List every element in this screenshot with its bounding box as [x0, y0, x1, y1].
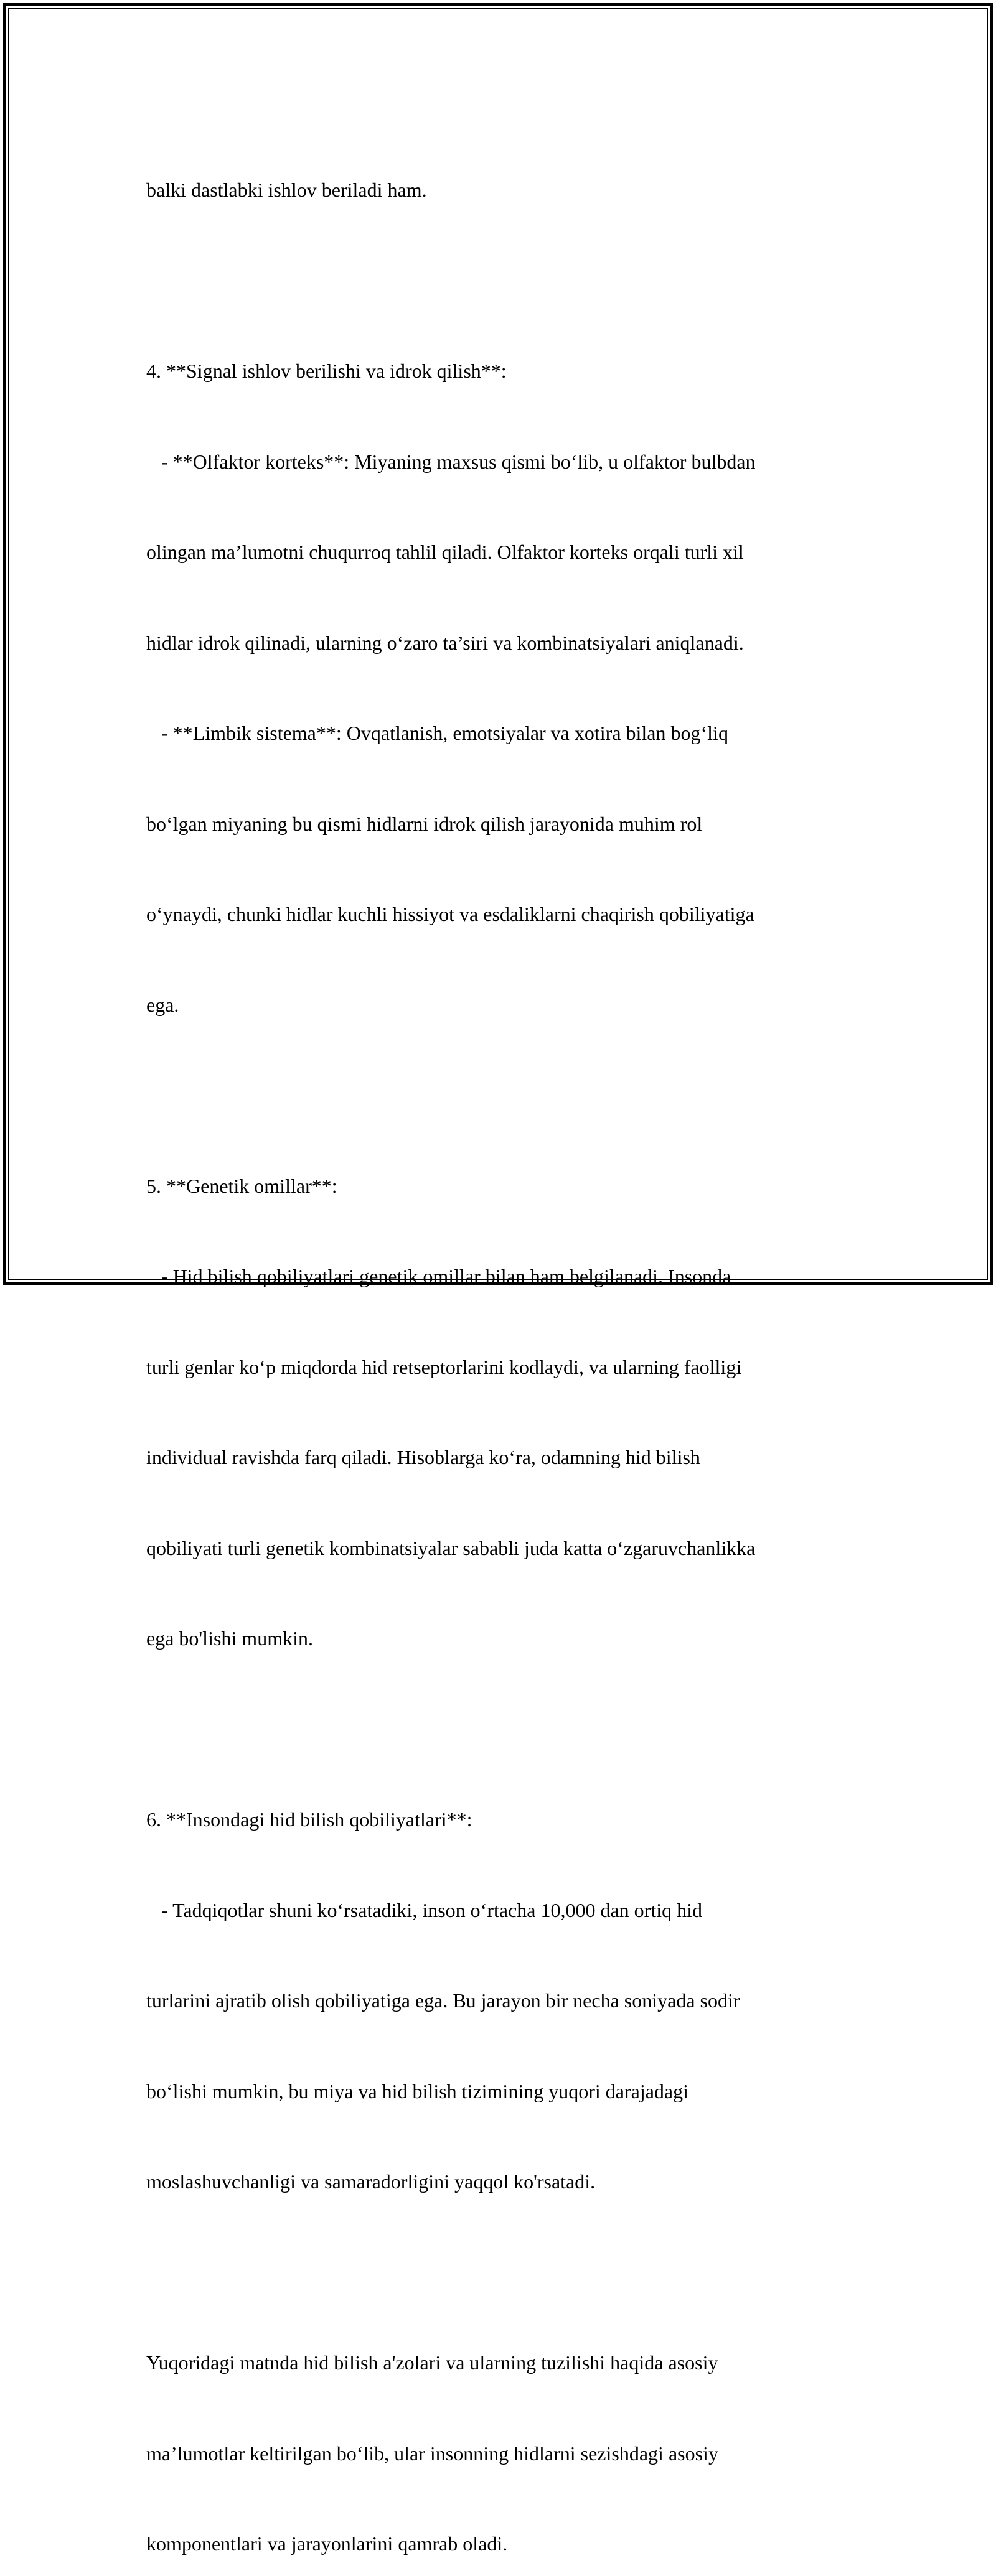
text-line: hidlar idrok qilinadi, ularning o‘zaro ta’siri va kombinatsiyalari aniqlanadi.	[146, 631, 744, 654]
text-line: - **Limbik sistema**: Ovqatlanish, emotsiyalar va xotira bilan bog‘liq	[146, 722, 728, 744]
text-line: qobiliyati turli genetik kombinatsiyalar sababli juda katta o‘zgaruvchanlikka	[146, 1536, 756, 1559]
text-line: bo‘lgan miyaning bu qismi hidlarni idrok qilish jarayonida muhim rol	[146, 812, 703, 835]
text-line: individual ravishda farq qiladi. Hisoblarga ko‘ra, odamning hid bilish	[146, 1446, 700, 1468]
text-line: moslashuvchanligi va samaradorligini yaqqol ko'rsatadi.	[146, 2170, 596, 2193]
blank-line	[146, 266, 862, 296]
text-line: balki dastlabki ishlov beriladi ham.	[146, 179, 427, 201]
text-line: o‘ynaydi, chunki hidlar kuchli hissiyot va esdaliklarni chaqirish qobiliyatiga	[146, 903, 754, 925]
section-heading-6: 6. **Insondagi hid bilish qobiliyatlari**:	[146, 1808, 472, 1831]
text-line: ega bo'lishi mumkin.	[146, 1627, 313, 1650]
text-line: olingan ma’lumotni chuqurroq tahlil qiladi. Olfaktor korteks orqali turli xil	[146, 541, 744, 563]
blank-line	[146, 1714, 862, 1745]
text-line: turli genlar ko‘p miqdorda hid retseptorlarini kodlaydi, va ularning faolligi	[146, 1355, 742, 1378]
text-line: turlarini ajratib olish qobiliyatiga ega. Bu jarayon bir necha soniyada sodir	[146, 1989, 740, 2012]
text-line: - Hid bilish qobiliyatlari genetik omillar bilan ham belgilanadi. Insonda	[146, 1265, 731, 1287]
document-body	[146, 114, 862, 2576]
text-line: ega.	[146, 993, 179, 1016]
text-line: - **Olfaktor korteks**: Miyaning maxsus qismi bo‘lib, u olfaktor bulbdan	[146, 450, 756, 473]
summary-line: ma’lumotlar keltirilgan bo‘lib, ular insonning hidlarni sezishdagi asosiy	[146, 2442, 718, 2465]
summary-line: Yuqoridagi matnda hid bilish a'zolari va ularning tuzilishi haqida asosiy	[146, 2351, 718, 2374]
section-heading-4: 4. **Signal ishlov berilishi va idrok qilish**:	[146, 360, 507, 382]
text-line: - Tadqiqotlar shuni ko‘rsatadiki, inson o‘rtacha 10,000 dan ortiq hid	[146, 1898, 702, 1921]
text-line: bo‘lishi mumkin, bu miya va hid bilish tizimining yuqori darajadagi	[146, 2079, 688, 2102]
blank-line	[146, 2257, 862, 2288]
summary-line: komponentlari va jarayonlarini qamrab oladi.	[146, 2532, 508, 2555]
section-heading-5: 5. **Genetik omillar**:	[146, 1174, 337, 1197]
blank-line	[146, 1080, 862, 1111]
